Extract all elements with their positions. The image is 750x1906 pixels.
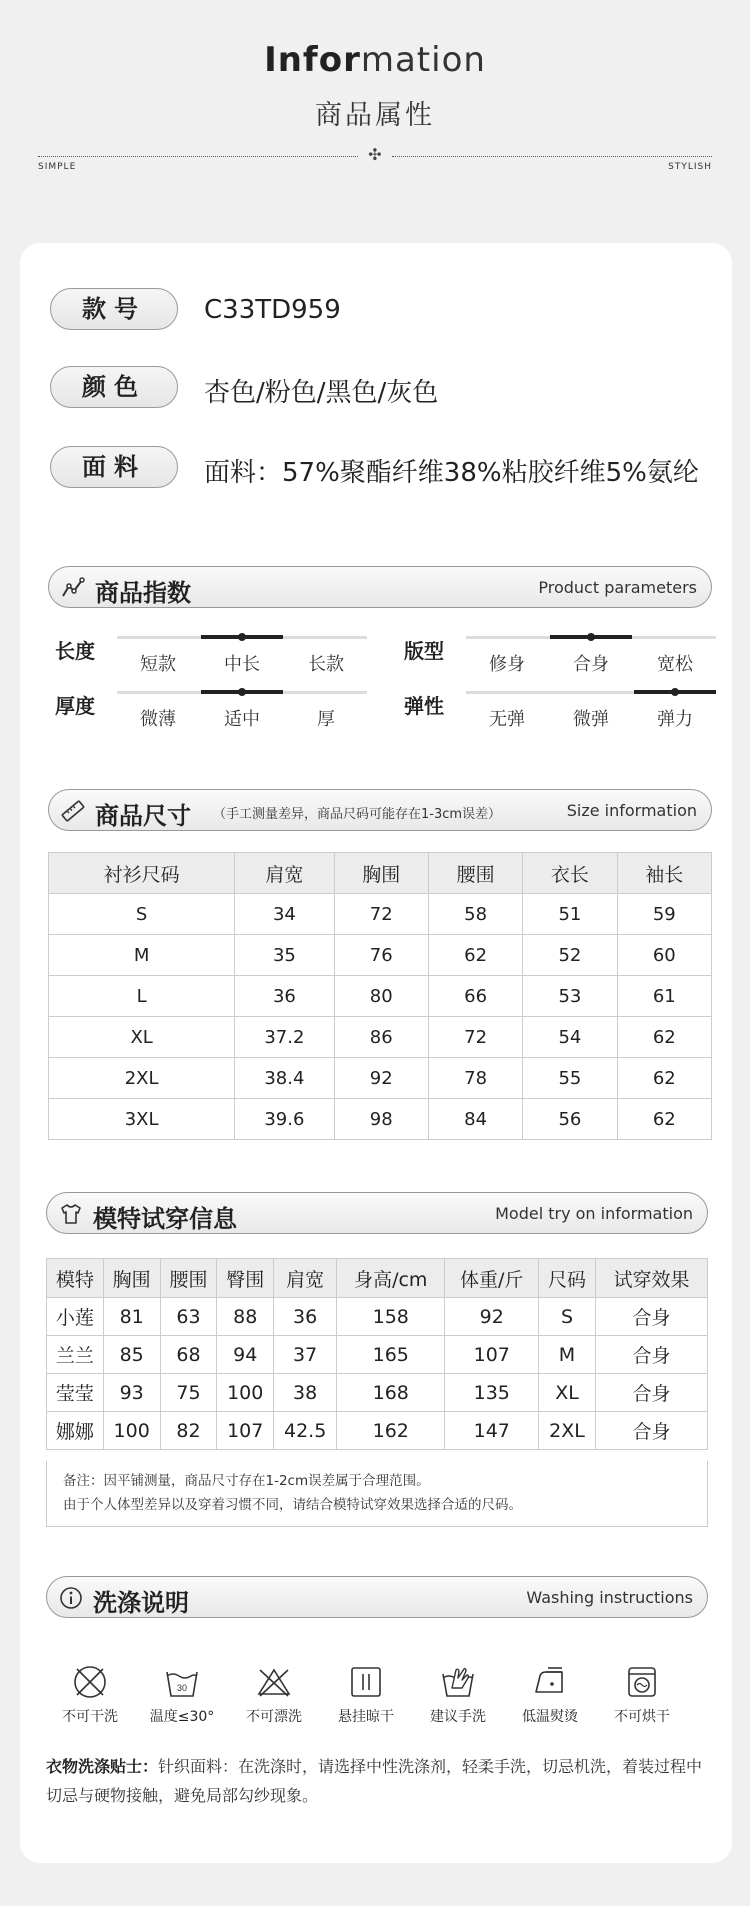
- section-product-parameters: [48, 566, 712, 608]
- table-cell: 147: [445, 1412, 539, 1450]
- column-header: 臀围: [217, 1259, 274, 1298]
- table-cell: 合身: [595, 1336, 707, 1374]
- param-option: 适中: [224, 709, 260, 730]
- cross-ornament-icon: ✣: [368, 145, 382, 164]
- table-cell: 36: [274, 1298, 337, 1336]
- param-label-fit: 版型: [404, 639, 444, 663]
- table-cell: 168: [337, 1374, 445, 1412]
- table-cell: 75: [160, 1374, 217, 1412]
- column-header: 模特: [47, 1259, 104, 1298]
- table-cell: 72: [428, 1017, 522, 1058]
- table-cell: 38.4: [235, 1058, 334, 1099]
- table-cell: 兰兰: [47, 1336, 104, 1374]
- param-label-length: 长度: [55, 639, 95, 663]
- section-note: （手工测量差异，商品尺码可能存在1-3cm误差）: [213, 807, 502, 822]
- table-cell: XL: [539, 1374, 596, 1412]
- param-option: 弹力: [657, 709, 693, 730]
- table-cell: 56: [523, 1099, 617, 1140]
- column-header: 体重/斤: [445, 1259, 539, 1298]
- table-header-row: [49, 853, 712, 894]
- section-english: Product parameters: [538, 578, 697, 597]
- table-cell: 37.2: [235, 1017, 334, 1058]
- attr-label-style-number: 款号: [50, 288, 178, 330]
- page-subtitle: 商品属性: [315, 100, 435, 131]
- table-cell: 63: [160, 1298, 217, 1336]
- wash-label: 建议手洗: [430, 1709, 486, 1725]
- param-track-length: [117, 636, 367, 675]
- section-english: Model try on information: [495, 1204, 693, 1223]
- section-title: 商品指数: [95, 579, 191, 607]
- wash-label: 温度≤30°: [149, 1709, 215, 1725]
- model-table-note: [46, 1461, 708, 1527]
- wash-item: [324, 1664, 408, 1726]
- table-cell: 98: [334, 1099, 428, 1140]
- table-cell: 53: [523, 976, 617, 1017]
- wash-30-icon: [164, 1664, 200, 1700]
- table-cell: 100: [103, 1412, 160, 1450]
- column-header: 胸围: [334, 853, 428, 894]
- param-track-fit: [466, 636, 716, 675]
- attr-value-color: 杏色/粉色/黑色/灰色: [204, 378, 439, 408]
- wash-item: [48, 1664, 132, 1726]
- table-cell: 3XL: [49, 1099, 235, 1140]
- table-cell: M: [49, 935, 235, 976]
- hand-wash-icon: [440, 1664, 476, 1700]
- table-row: [47, 1298, 708, 1336]
- param-track-thickness: [117, 691, 367, 730]
- model-table: [46, 1258, 708, 1450]
- column-header: 腰围: [160, 1259, 217, 1298]
- table-cell: 2XL: [49, 1058, 235, 1099]
- param-label-elasticity: 弹性: [404, 694, 444, 718]
- column-header: 腰围: [428, 853, 522, 894]
- hang-dry-icon: [348, 1664, 384, 1700]
- svg-text:30: 30: [176, 1683, 188, 1693]
- section-model-try-on: [46, 1192, 708, 1234]
- table-cell: S: [539, 1298, 596, 1336]
- note-line-2: 由于个人体型差异以及穿着习惯不同，请结合模特试穿效果选择合适的尺码。: [63, 1497, 522, 1513]
- wash-item: [416, 1664, 500, 1726]
- table-cell: 62: [617, 1058, 711, 1099]
- ruler-icon: [61, 799, 85, 823]
- table-cell: 62: [617, 1017, 711, 1058]
- page-title: Information: [264, 40, 486, 80]
- table-cell: 娜娜: [47, 1412, 104, 1450]
- table-cell: 小莲: [47, 1298, 104, 1336]
- header-divider-right: [392, 156, 712, 157]
- table-cell: 158: [337, 1298, 445, 1336]
- attr-label-color: 颜色: [50, 366, 178, 408]
- table-cell: 84: [428, 1099, 522, 1140]
- table-cell: 52: [523, 935, 617, 976]
- low-iron-icon: [532, 1664, 568, 1700]
- column-header: 衬衫尺码: [49, 853, 235, 894]
- table-row: [49, 935, 712, 976]
- attr-label-fabric: 面料: [50, 446, 178, 488]
- table-cell: 66: [428, 976, 522, 1017]
- wash-item: [600, 1664, 684, 1726]
- wash-tips: [46, 1752, 716, 1810]
- no-bleach-icon: [256, 1664, 292, 1700]
- table-cell: 81: [103, 1298, 160, 1336]
- header-divider-left: [38, 156, 358, 157]
- size-table: [48, 852, 712, 1140]
- table-cell: 55: [523, 1058, 617, 1099]
- wash-label: 不可漂洗: [246, 1709, 302, 1725]
- section-english: Washing instructions: [526, 1588, 693, 1607]
- column-header: 肩宽: [274, 1259, 337, 1298]
- table-cell: XL: [49, 1017, 235, 1058]
- table-cell: 76: [334, 935, 428, 976]
- table-cell: 93: [103, 1374, 160, 1412]
- table-cell: 61: [617, 976, 711, 1017]
- table-cell: 107: [217, 1412, 274, 1450]
- table-cell: 36: [235, 976, 334, 1017]
- tag-simple: SIMPLE: [38, 162, 77, 172]
- param-option: 长款: [308, 654, 344, 675]
- param-option: 厚: [317, 709, 335, 730]
- table-cell: 39.6: [235, 1099, 334, 1140]
- column-header: 身高/cm: [337, 1259, 445, 1298]
- table-cell: 62: [617, 1099, 711, 1140]
- wash-item: [508, 1664, 592, 1726]
- table-cell: 58: [428, 894, 522, 935]
- section-washing-instructions: [46, 1576, 708, 1618]
- table-header-row: [47, 1259, 708, 1298]
- table-cell: 88: [217, 1298, 274, 1336]
- param-option: 微弹: [573, 709, 609, 730]
- column-header: 胸围: [103, 1259, 160, 1298]
- table-cell: 100: [217, 1374, 274, 1412]
- column-header: 尺码: [539, 1259, 596, 1298]
- table-cell: 78: [428, 1058, 522, 1099]
- param-label-thickness: 厚度: [55, 694, 95, 718]
- shirt-icon: [59, 1202, 83, 1226]
- table-row: [47, 1336, 708, 1374]
- section-title: 洗涤说明: [93, 1589, 189, 1617]
- attr-value-style-number: C33TD959: [204, 295, 341, 325]
- table-cell: S: [49, 894, 235, 935]
- table-cell: 107: [445, 1336, 539, 1374]
- table-cell: L: [49, 976, 235, 1017]
- section-title: 模特试穿信息: [93, 1205, 237, 1233]
- table-cell: 80: [334, 976, 428, 1017]
- table-cell: 莹莹: [47, 1374, 104, 1412]
- table-row: [49, 1017, 712, 1058]
- table-cell: 38: [274, 1374, 337, 1412]
- info-icon: [59, 1586, 83, 1610]
- table-cell: 合身: [595, 1374, 707, 1412]
- table-cell: 92: [445, 1298, 539, 1336]
- table-cell: 82: [160, 1412, 217, 1450]
- wash-label: 不可烘干: [614, 1709, 670, 1725]
- table-row: [47, 1374, 708, 1412]
- table-cell: 162: [337, 1412, 445, 1450]
- trend-icon: [61, 576, 85, 600]
- table-cell: M: [539, 1336, 596, 1374]
- wash-tips-prefix: 衣物洗涤贴士：: [46, 1757, 159, 1776]
- param-option: 合身: [573, 654, 609, 675]
- column-header: 试穿效果: [595, 1259, 707, 1298]
- no-wash-icon: [72, 1664, 108, 1700]
- table-cell: 135: [445, 1374, 539, 1412]
- column-header: 袖长: [617, 853, 711, 894]
- table-row: [49, 894, 712, 935]
- attr-value-fabric: 面料：57%聚酯纤维38%粘胶纤维5%氨纶: [204, 458, 699, 488]
- wash-item: [232, 1664, 316, 1726]
- table-cell: 86: [334, 1017, 428, 1058]
- table-row: [49, 976, 712, 1017]
- table-cell: 合身: [595, 1298, 707, 1336]
- param-track-elasticity: [466, 691, 716, 730]
- wash-tips-text: 针织面料：在洗涤时，请选择中性洗涤剂，轻柔手洗，切忌机洗，着装过程中切忌与硬物接触，避免局部勾纱现象。: [46, 1757, 703, 1805]
- table-cell: 42.5: [274, 1412, 337, 1450]
- param-option: 中长: [224, 654, 260, 675]
- table-cell: 60: [617, 935, 711, 976]
- param-option: 短款: [140, 654, 176, 675]
- table-row: [49, 1058, 712, 1099]
- table-cell: 85: [103, 1336, 160, 1374]
- wash-label: 悬挂晾干: [338, 1709, 394, 1725]
- section-title: 商品尺寸: [95, 802, 191, 830]
- table-cell: 合身: [595, 1412, 707, 1450]
- note-line-1: 备注：因平铺测量，商品尺寸存在1-2cm误差属于合理范围。: [63, 1473, 430, 1489]
- wash-item: [140, 1664, 224, 1726]
- table-cell: 92: [334, 1058, 428, 1099]
- table-cell: 94: [217, 1336, 274, 1374]
- table-cell: 2XL: [539, 1412, 596, 1450]
- table-cell: 59: [617, 894, 711, 935]
- table-row: [47, 1412, 708, 1450]
- table-cell: 51: [523, 894, 617, 935]
- no-tumble-dry-icon: [624, 1664, 660, 1700]
- wash-label: 不可干洗: [62, 1709, 118, 1725]
- table-cell: 37: [274, 1336, 337, 1374]
- table-row: [49, 1099, 712, 1140]
- section-english: Size information: [566, 801, 697, 820]
- column-header: 肩宽: [235, 853, 334, 894]
- table-cell: 34: [235, 894, 334, 935]
- table-cell: 54: [523, 1017, 617, 1058]
- param-option: 微薄: [140, 709, 176, 730]
- section-size-information: [48, 789, 712, 831]
- param-option: 无弹: [489, 709, 525, 730]
- column-header: 衣长: [523, 853, 617, 894]
- wash-label: 低温熨烫: [522, 1709, 578, 1725]
- table-cell: 62: [428, 935, 522, 976]
- param-option: 修身: [489, 654, 525, 675]
- table-cell: 72: [334, 894, 428, 935]
- param-option: 宽松: [657, 654, 693, 675]
- table-cell: 35: [235, 935, 334, 976]
- table-cell: 68: [160, 1336, 217, 1374]
- table-cell: 165: [337, 1336, 445, 1374]
- tag-stylish: STYLISH: [668, 162, 712, 172]
